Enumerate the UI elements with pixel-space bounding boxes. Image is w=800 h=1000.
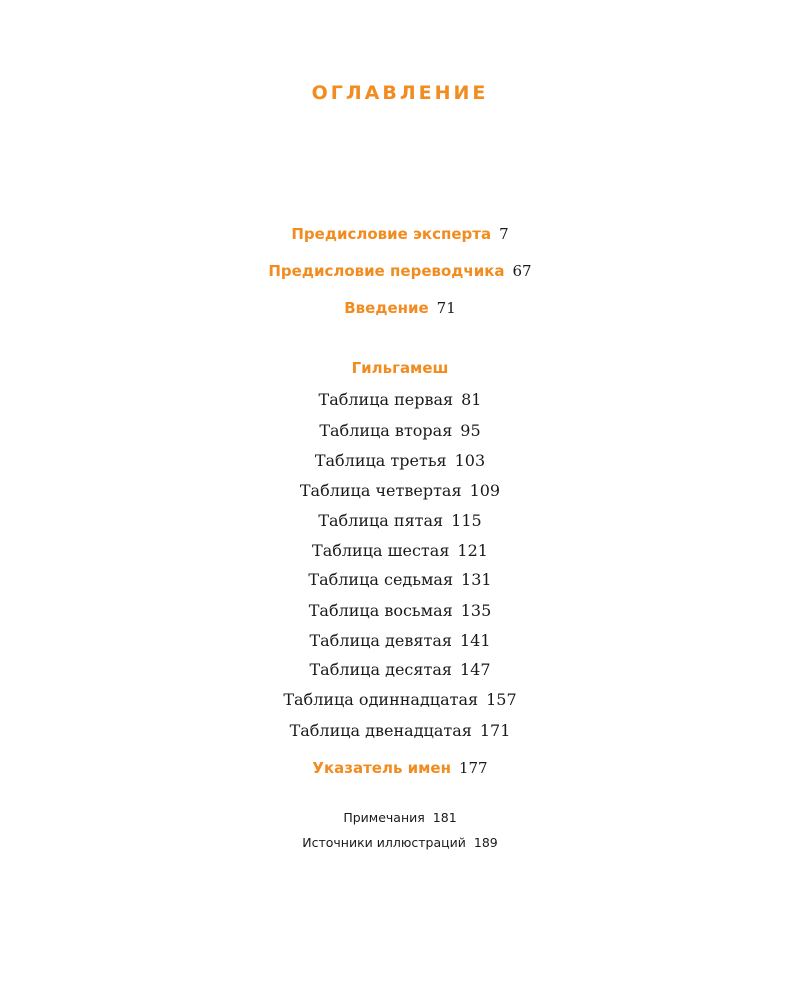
toc-entry-name-index[interactable] [0, 757, 800, 779]
toc-entry-label: Таблица третья [314, 451, 447, 470]
toc-entry-label: Примечания [343, 810, 425, 825]
toc-entry-label: Таблица одиннадцатая [283, 690, 479, 709]
toc-entry-page: 81 [461, 390, 482, 409]
toc-entry-label: Предисловие эксперта [291, 225, 492, 243]
toc-entry-page: 131 [461, 570, 492, 589]
toc-entry-page: 7 [499, 225, 509, 243]
toc-entry-page: 71 [436, 299, 456, 317]
toc-entry-page: 181 [432, 810, 457, 825]
toc-entry-page: 109 [469, 481, 501, 500]
toc-entry-label: Таблица седьмая [308, 570, 454, 589]
toc-entry-label: Таблица пятая [318, 511, 444, 530]
toc-entry-tablet-8[interactable] [0, 600, 800, 622]
toc-entry-page: 141 [459, 631, 491, 650]
toc-entry-tablet-6[interactable] [0, 540, 800, 562]
toc-entry-translator-preface[interactable] [0, 260, 800, 282]
toc-entry-tablet-11[interactable] [0, 689, 800, 711]
toc-entry-label: Таблица первая [318, 390, 454, 409]
toc-entry-label: Таблица девятая [309, 631, 452, 650]
toc-entry-label: Указатель имен [312, 759, 451, 777]
toc-entry-notes[interactable] [0, 809, 800, 827]
toc-entry-page: 189 [473, 835, 498, 850]
toc-entry-page: 115 [451, 511, 482, 530]
toc-entry-page: 121 [457, 541, 488, 560]
toc-entry-tablet-1[interactable] [0, 389, 800, 411]
toc-entry-page: 157 [486, 690, 517, 709]
toc-entry-illustration-sources[interactable] [0, 834, 800, 852]
toc-entry-label: Таблица восьмая [308, 601, 453, 620]
toc-entry-tablet-9[interactable] [0, 630, 800, 652]
toc-entry-page: 95 [460, 421, 481, 440]
toc-entry-tablet-2[interactable] [0, 420, 800, 442]
toc-entry-page: 103 [454, 451, 486, 470]
toc-entry-introduction[interactable] [0, 297, 800, 319]
toc-entry-label: Источники иллюстраций [302, 835, 466, 850]
toc-entry-label: Таблица четвертая [299, 481, 462, 500]
toc-entry-tablet-4[interactable] [0, 480, 800, 502]
toc-entry-tablet-7[interactable] [0, 569, 800, 591]
section-heading-gilgamesh[interactable]: Гильгамеш [351, 359, 449, 377]
toc-entry-label: Таблица шестая [312, 541, 450, 560]
toc-entry-tablet-12[interactable] [0, 720, 800, 742]
toc-entry-label: Таблица десятая [309, 660, 452, 679]
toc-entry-label: Введение [344, 299, 429, 317]
toc-entry-page: 177 [458, 759, 488, 777]
toc-entry-tablet-10[interactable] [0, 659, 800, 681]
toc-entry-page: 171 [479, 721, 511, 740]
toc-entry-label: Предисловие переводчика [268, 262, 505, 280]
toc-entry-tablet-3[interactable] [0, 450, 800, 472]
toc-entry-page: 135 [460, 601, 492, 620]
toc-entry-tablet-5[interactable] [0, 510, 800, 532]
toc-entry-page: 67 [512, 262, 532, 280]
toc-entry-expert-preface[interactable] [0, 223, 800, 245]
toc-entry-label: Таблица вторая [319, 421, 453, 440]
toc-entry-label: Таблица двенадцатая [289, 721, 472, 740]
toc-entry-page: 147 [459, 660, 491, 679]
page-title: ОГЛАВЛЕНИЕ [311, 82, 489, 104]
